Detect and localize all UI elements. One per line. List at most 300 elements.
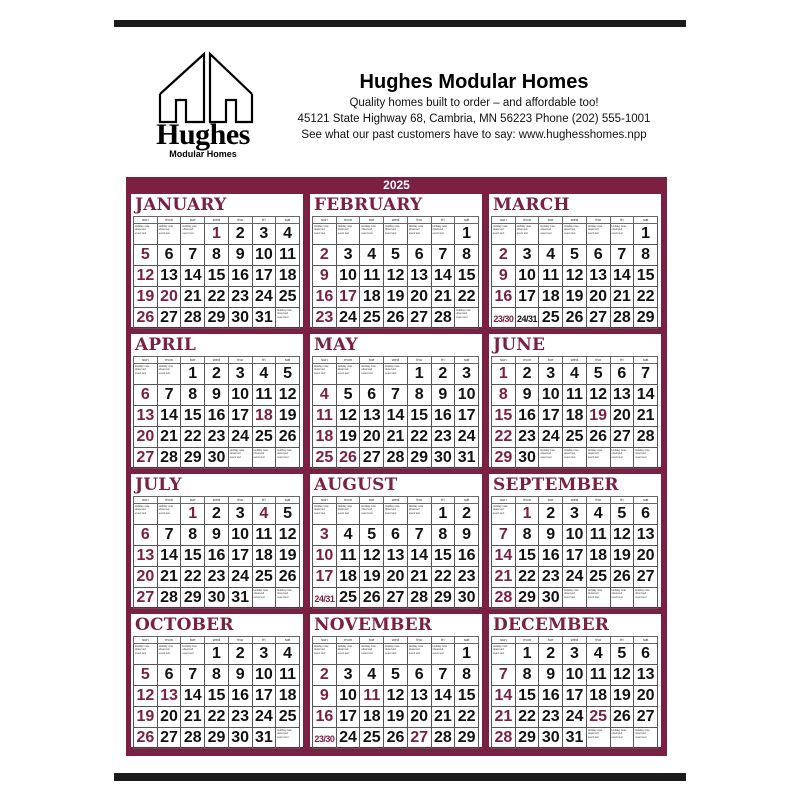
day-cell: 28 xyxy=(634,427,658,448)
weekday-label: thu xyxy=(407,217,431,224)
day-cell: 17 xyxy=(563,546,587,567)
note-cell: Holiday note observed event text xyxy=(313,224,337,245)
day-cell: 22 xyxy=(181,427,205,448)
day-cell: 4 xyxy=(586,504,610,525)
month-name: NOVEMBER xyxy=(314,615,433,635)
day-cell: 15 xyxy=(181,406,205,427)
day-cell: 8 xyxy=(455,665,479,686)
note-cell: Holiday note observed event text xyxy=(157,504,181,525)
day-cell: 11 xyxy=(252,525,276,546)
note-cell: Holiday note observed event text xyxy=(539,224,563,245)
note-cell: Holiday note observed event text xyxy=(563,588,587,609)
day-cell: 7 xyxy=(610,245,634,266)
month-name: JANUARY xyxy=(135,195,227,215)
day-cell: 29 xyxy=(515,588,539,609)
weekday-label: tue xyxy=(181,497,205,504)
day-cell: 14 xyxy=(384,406,408,427)
day-cell: 18 xyxy=(252,546,276,567)
day-cell: 24/31 xyxy=(515,308,539,329)
day-cell: 3 xyxy=(539,364,563,385)
day-cell: 16 xyxy=(205,546,229,567)
day-cell: 25 xyxy=(563,427,587,448)
day-cell: 25 xyxy=(252,567,276,588)
weekday-label: sat xyxy=(455,637,479,644)
day-cell: 22 xyxy=(492,427,516,448)
day-cell: 3 xyxy=(515,245,539,266)
month-february xyxy=(310,194,482,327)
day-cell: 1 xyxy=(431,504,455,525)
note-cell: Holiday note observed event text xyxy=(610,448,634,469)
weekday-label: mon xyxy=(515,637,539,644)
weekday-label: tue xyxy=(539,637,563,644)
day-cell: 18 xyxy=(586,546,610,567)
day-cell: 15 xyxy=(205,686,229,707)
note-cell: Holiday note observed event text xyxy=(134,364,158,385)
day-cell: 28 xyxy=(181,308,205,329)
month-december xyxy=(489,614,661,747)
day-cell: 25 xyxy=(539,308,563,329)
day-cell: 14 xyxy=(610,266,634,287)
weekday-label: wed xyxy=(384,637,408,644)
day-cell: 20 xyxy=(407,287,431,308)
day-cell: 30 xyxy=(205,448,229,469)
weekday-label: thu xyxy=(586,497,610,504)
day-cell: 11 xyxy=(252,385,276,406)
day-cell: 7 xyxy=(431,665,455,686)
day-cell: 29 xyxy=(205,728,229,749)
day-cell: 7 xyxy=(384,385,408,406)
day-cell: 3 xyxy=(336,245,360,266)
day-cell: 18 xyxy=(563,406,587,427)
day-cell: 1 xyxy=(205,224,229,245)
note-cell: Holiday note observed event text xyxy=(157,224,181,245)
month-days-grid xyxy=(491,636,658,749)
day-cell: 13 xyxy=(634,665,658,686)
day-cell: 6 xyxy=(157,665,181,686)
day-cell: 27 xyxy=(407,728,431,749)
day-cell: 10 xyxy=(563,665,587,686)
day-cell: 31 xyxy=(455,448,479,469)
day-cell: 8 xyxy=(515,525,539,546)
day-cell: 22 xyxy=(515,707,539,728)
day-cell: 27 xyxy=(634,707,658,728)
day-cell: 19 xyxy=(360,567,384,588)
month-november xyxy=(310,614,482,747)
day-cell: 8 xyxy=(634,245,658,266)
day-cell: 25 xyxy=(360,308,384,329)
weekday-label: sat xyxy=(455,357,479,364)
day-cell: 14 xyxy=(407,546,431,567)
tagline: Quality homes built to order – and affordable too! xyxy=(349,97,599,109)
day-cell: 26 xyxy=(276,567,300,588)
day-cell: 30 xyxy=(455,588,479,609)
day-cell: 5 xyxy=(610,504,634,525)
day-cell: 12 xyxy=(384,266,408,287)
note-cell: Holiday note observed event text xyxy=(634,588,658,609)
day-cell: 25 xyxy=(336,588,360,609)
note-cell: Holiday note observed event text xyxy=(563,224,587,245)
day-cell: 2 xyxy=(313,665,337,686)
weekday-label: fri xyxy=(252,497,276,504)
day-cell: 26 xyxy=(134,308,158,329)
month-may xyxy=(310,334,482,467)
day-cell: 15 xyxy=(455,686,479,707)
month-days-grid xyxy=(491,216,658,329)
weekday-label: tue xyxy=(360,497,384,504)
day-cell: 14 xyxy=(181,686,205,707)
day-cell: 24 xyxy=(455,427,479,448)
day-cell: 9 xyxy=(313,686,337,707)
month-name: DECEMBER xyxy=(493,615,610,635)
day-cell: 28 xyxy=(181,728,205,749)
day-cell: 2 xyxy=(228,224,252,245)
day-cell: 23 xyxy=(455,567,479,588)
day-cell: 16 xyxy=(431,406,455,427)
weekday-label: wed xyxy=(205,637,229,644)
weekday-label: sun xyxy=(134,217,158,224)
day-cell: 11 xyxy=(360,686,384,707)
day-cell: 7 xyxy=(181,665,205,686)
day-cell: 23/30 xyxy=(313,728,337,749)
note-cell: Holiday note observed event text xyxy=(586,728,610,749)
day-cell: 29 xyxy=(407,448,431,469)
day-cell: 15 xyxy=(407,406,431,427)
month-name: MAY xyxy=(314,335,358,355)
day-cell: 30 xyxy=(515,448,539,469)
day-cell: 31 xyxy=(563,728,587,749)
day-cell: 22 xyxy=(205,287,229,308)
day-cell: 9 xyxy=(539,665,563,686)
day-cell: 28 xyxy=(610,308,634,329)
day-cell: 26 xyxy=(610,567,634,588)
logo-subtitle: Modular Homes xyxy=(169,149,237,159)
day-cell: 14 xyxy=(157,406,181,427)
day-cell: 16 xyxy=(492,287,516,308)
day-cell: 10 xyxy=(313,546,337,567)
day-cell: 11 xyxy=(586,665,610,686)
day-cell: 8 xyxy=(181,385,205,406)
note-cell: Holiday note observed event text xyxy=(134,224,158,245)
day-cell: 3 xyxy=(455,364,479,385)
day-cell: 17 xyxy=(252,686,276,707)
day-cell: 12 xyxy=(276,385,300,406)
day-cell: 27 xyxy=(360,448,384,469)
day-cell: 19 xyxy=(563,287,587,308)
weekday-label: fri xyxy=(610,637,634,644)
day-cell: 10 xyxy=(563,525,587,546)
day-cell: 28 xyxy=(384,448,408,469)
top-bar xyxy=(114,20,686,27)
weekday-label: thu xyxy=(586,357,610,364)
day-cell: 27 xyxy=(610,427,634,448)
weekday-label: fri xyxy=(610,217,634,224)
weekday-label: mon xyxy=(336,217,360,224)
day-cell: 22 xyxy=(181,567,205,588)
day-cell: 6 xyxy=(407,665,431,686)
month-august xyxy=(310,474,482,607)
day-cell: 4 xyxy=(252,504,276,525)
day-cell: 23 xyxy=(431,427,455,448)
day-cell: 3 xyxy=(228,364,252,385)
note-cell: Holiday note observed event text xyxy=(539,448,563,469)
day-cell: 10 xyxy=(539,385,563,406)
day-cell: 28 xyxy=(492,728,516,749)
weekday-label: sun xyxy=(134,357,158,364)
day-cell: 24 xyxy=(563,567,587,588)
weekday-label: sat xyxy=(276,497,300,504)
note-cell: Holiday note observed event text xyxy=(157,644,181,665)
month-name: FEBRUARY xyxy=(314,195,423,215)
day-cell: 5 xyxy=(384,245,408,266)
day-cell: 17 xyxy=(228,546,252,567)
weekday-label: sat xyxy=(455,217,479,224)
note-cell: Holiday note observed event text xyxy=(276,588,300,609)
weekday-label: tue xyxy=(360,637,384,644)
month-name: AUGUST xyxy=(314,475,398,495)
day-cell: 8 xyxy=(431,525,455,546)
address-line: 45121 State Highway 68, Cambria, MN 56223 Phone (202) 555-1001 xyxy=(297,113,651,125)
weekday-label: mon xyxy=(515,357,539,364)
day-cell: 20 xyxy=(610,406,634,427)
day-cell: 2 xyxy=(313,245,337,266)
day-cell: 21 xyxy=(610,287,634,308)
day-cell: 17 xyxy=(313,567,337,588)
day-cell: 6 xyxy=(384,525,408,546)
month-days-grid xyxy=(133,216,300,329)
day-cell: 14 xyxy=(431,686,455,707)
note-cell: Holiday note observed event text xyxy=(313,504,337,525)
month-july xyxy=(131,474,303,607)
weekday-label: wed xyxy=(205,357,229,364)
day-cell: 25 xyxy=(252,427,276,448)
day-cell: 10 xyxy=(336,266,360,287)
day-cell: 27 xyxy=(634,567,658,588)
day-cell: 14 xyxy=(492,546,516,567)
day-cell: 9 xyxy=(431,385,455,406)
day-cell: 14 xyxy=(157,546,181,567)
day-cell: 13 xyxy=(634,525,658,546)
day-cell: 26 xyxy=(610,707,634,728)
day-cell: 22 xyxy=(634,287,658,308)
day-cell: 22 xyxy=(407,427,431,448)
day-cell: 13 xyxy=(407,266,431,287)
day-cell: 11 xyxy=(586,525,610,546)
weekday-label: fri xyxy=(431,637,455,644)
day-cell: 7 xyxy=(157,525,181,546)
weekday-label: fri xyxy=(431,217,455,224)
day-cell: 6 xyxy=(634,504,658,525)
day-cell: 21 xyxy=(431,707,455,728)
day-cell: 4 xyxy=(586,644,610,665)
note-cell: Holiday note observed event text xyxy=(492,224,516,245)
day-cell: 20 xyxy=(634,686,658,707)
month-name: OCTOBER xyxy=(135,615,234,635)
note-cell: Holiday note observed event text xyxy=(634,448,658,469)
day-cell: 30 xyxy=(539,588,563,609)
day-cell: 1 xyxy=(181,504,205,525)
day-cell: 24 xyxy=(252,287,276,308)
day-cell: 19 xyxy=(384,707,408,728)
day-cell: 17 xyxy=(455,406,479,427)
month-april xyxy=(131,334,303,467)
note-cell: Holiday note observed event text xyxy=(586,588,610,609)
day-cell: 9 xyxy=(492,266,516,287)
day-cell: 23 xyxy=(539,707,563,728)
day-cell: 20 xyxy=(384,567,408,588)
day-cell: 8 xyxy=(515,665,539,686)
day-cell: 27 xyxy=(157,728,181,749)
weekday-label: sat xyxy=(455,497,479,504)
day-cell: 21 xyxy=(181,707,205,728)
day-cell: 10 xyxy=(228,525,252,546)
month-january xyxy=(131,194,303,327)
day-cell: 12 xyxy=(610,525,634,546)
day-cell: 2 xyxy=(515,364,539,385)
weekday-label: wed xyxy=(563,637,587,644)
day-cell: 2 xyxy=(228,644,252,665)
day-cell: 25 xyxy=(276,707,300,728)
weekday-label: sat xyxy=(634,637,658,644)
note-cell: Holiday note observed event text xyxy=(515,224,539,245)
weekday-label: tue xyxy=(539,357,563,364)
day-cell: 6 xyxy=(134,525,158,546)
day-cell: 11 xyxy=(539,266,563,287)
weekday-label: fri xyxy=(431,497,455,504)
weekday-label: thu xyxy=(228,497,252,504)
day-cell: 15 xyxy=(492,406,516,427)
note-cell: Holiday note observed event text xyxy=(455,308,479,329)
weekday-label: sun xyxy=(134,497,158,504)
day-cell: 8 xyxy=(205,245,229,266)
day-cell: 23 xyxy=(205,567,229,588)
day-cell: 5 xyxy=(276,504,300,525)
weekday-label: thu xyxy=(228,357,252,364)
weekday-label: fri xyxy=(431,357,455,364)
weekday-label: tue xyxy=(181,637,205,644)
day-cell: 4 xyxy=(336,525,360,546)
day-cell: 29 xyxy=(205,308,229,329)
day-cell: 2 xyxy=(431,364,455,385)
day-cell: 6 xyxy=(157,245,181,266)
day-cell: 28 xyxy=(157,588,181,609)
day-cell: 6 xyxy=(360,385,384,406)
day-cell: 27 xyxy=(134,588,158,609)
day-cell: 21 xyxy=(634,406,658,427)
day-cell: 13 xyxy=(407,686,431,707)
day-cell: 7 xyxy=(634,364,658,385)
day-cell: 28 xyxy=(431,728,455,749)
day-cell: 1 xyxy=(455,224,479,245)
day-cell: 24 xyxy=(228,427,252,448)
weekday-label: sat xyxy=(634,497,658,504)
day-cell: 27 xyxy=(407,308,431,329)
company-name: Hughes Modular Homes xyxy=(359,71,589,93)
month-name: APRIL xyxy=(135,335,197,355)
day-cell: 17 xyxy=(336,287,360,308)
month-october xyxy=(131,614,303,747)
day-cell: 18 xyxy=(276,686,300,707)
day-cell: 26 xyxy=(336,448,360,469)
day-cell: 21 xyxy=(431,287,455,308)
day-cell: 26 xyxy=(134,728,158,749)
day-cell: 15 xyxy=(634,266,658,287)
day-cell: 1 xyxy=(181,364,205,385)
day-cell: 23 xyxy=(228,707,252,728)
day-cell: 2 xyxy=(492,245,516,266)
day-cell: 9 xyxy=(228,245,252,266)
month-june xyxy=(489,334,661,467)
day-cell: 15 xyxy=(515,546,539,567)
day-cell: 21 xyxy=(492,567,516,588)
day-cell: 2 xyxy=(539,644,563,665)
weekday-label: wed xyxy=(205,217,229,224)
note-cell: Holiday note observed event text xyxy=(384,224,408,245)
day-cell: 18 xyxy=(313,427,337,448)
weekday-label: fri xyxy=(252,217,276,224)
day-cell: 12 xyxy=(586,385,610,406)
day-cell: 9 xyxy=(205,525,229,546)
note-cell: Holiday note observed event text xyxy=(360,364,384,385)
day-cell: 24 xyxy=(252,707,276,728)
note-cell: Holiday note observed event text xyxy=(252,448,276,469)
day-cell: 21 xyxy=(157,567,181,588)
weekday-label: mon xyxy=(157,357,181,364)
day-cell: 1 xyxy=(205,644,229,665)
calendar-sheet xyxy=(114,20,686,781)
weekday-label: mon xyxy=(157,217,181,224)
day-cell: 7 xyxy=(431,245,455,266)
day-cell: 24 xyxy=(563,707,587,728)
day-cell: 3 xyxy=(313,525,337,546)
day-cell: 16 xyxy=(205,406,229,427)
day-cell: 1 xyxy=(515,644,539,665)
day-cell: 21 xyxy=(492,707,516,728)
day-cell: 14 xyxy=(181,266,205,287)
day-cell: 22 xyxy=(455,287,479,308)
day-cell: 2 xyxy=(539,504,563,525)
weekday-label: wed xyxy=(205,497,229,504)
day-cell: 10 xyxy=(515,266,539,287)
note-cell: Holiday note observed event text xyxy=(252,588,276,609)
day-cell: 22 xyxy=(455,707,479,728)
day-cell: 5 xyxy=(586,364,610,385)
note-cell: Holiday note observed event text xyxy=(181,644,205,665)
day-cell: 23 xyxy=(515,427,539,448)
day-cell: 16 xyxy=(515,406,539,427)
day-cell: 4 xyxy=(539,245,563,266)
day-cell: 6 xyxy=(610,364,634,385)
weekday-label: tue xyxy=(539,217,563,224)
day-cell: 29 xyxy=(634,308,658,329)
day-cell: 16 xyxy=(313,707,337,728)
day-cell: 3 xyxy=(252,224,276,245)
day-cell: 7 xyxy=(492,665,516,686)
year-label: 2025 xyxy=(383,178,410,192)
note-cell: Holiday note observed event text xyxy=(360,504,384,525)
weekday-label: fri xyxy=(610,357,634,364)
day-cell: 18 xyxy=(336,567,360,588)
month-days-grid xyxy=(312,636,479,749)
day-cell: 13 xyxy=(134,546,158,567)
day-cell: 17 xyxy=(515,287,539,308)
day-cell: 29 xyxy=(181,448,205,469)
weekday-label: sat xyxy=(634,217,658,224)
weekday-label: tue xyxy=(360,357,384,364)
day-cell: 24 xyxy=(336,308,360,329)
note-cell: Holiday note observed event text xyxy=(431,644,455,665)
note-cell: Holiday note observed event text xyxy=(407,504,431,525)
day-cell: 2 xyxy=(205,504,229,525)
